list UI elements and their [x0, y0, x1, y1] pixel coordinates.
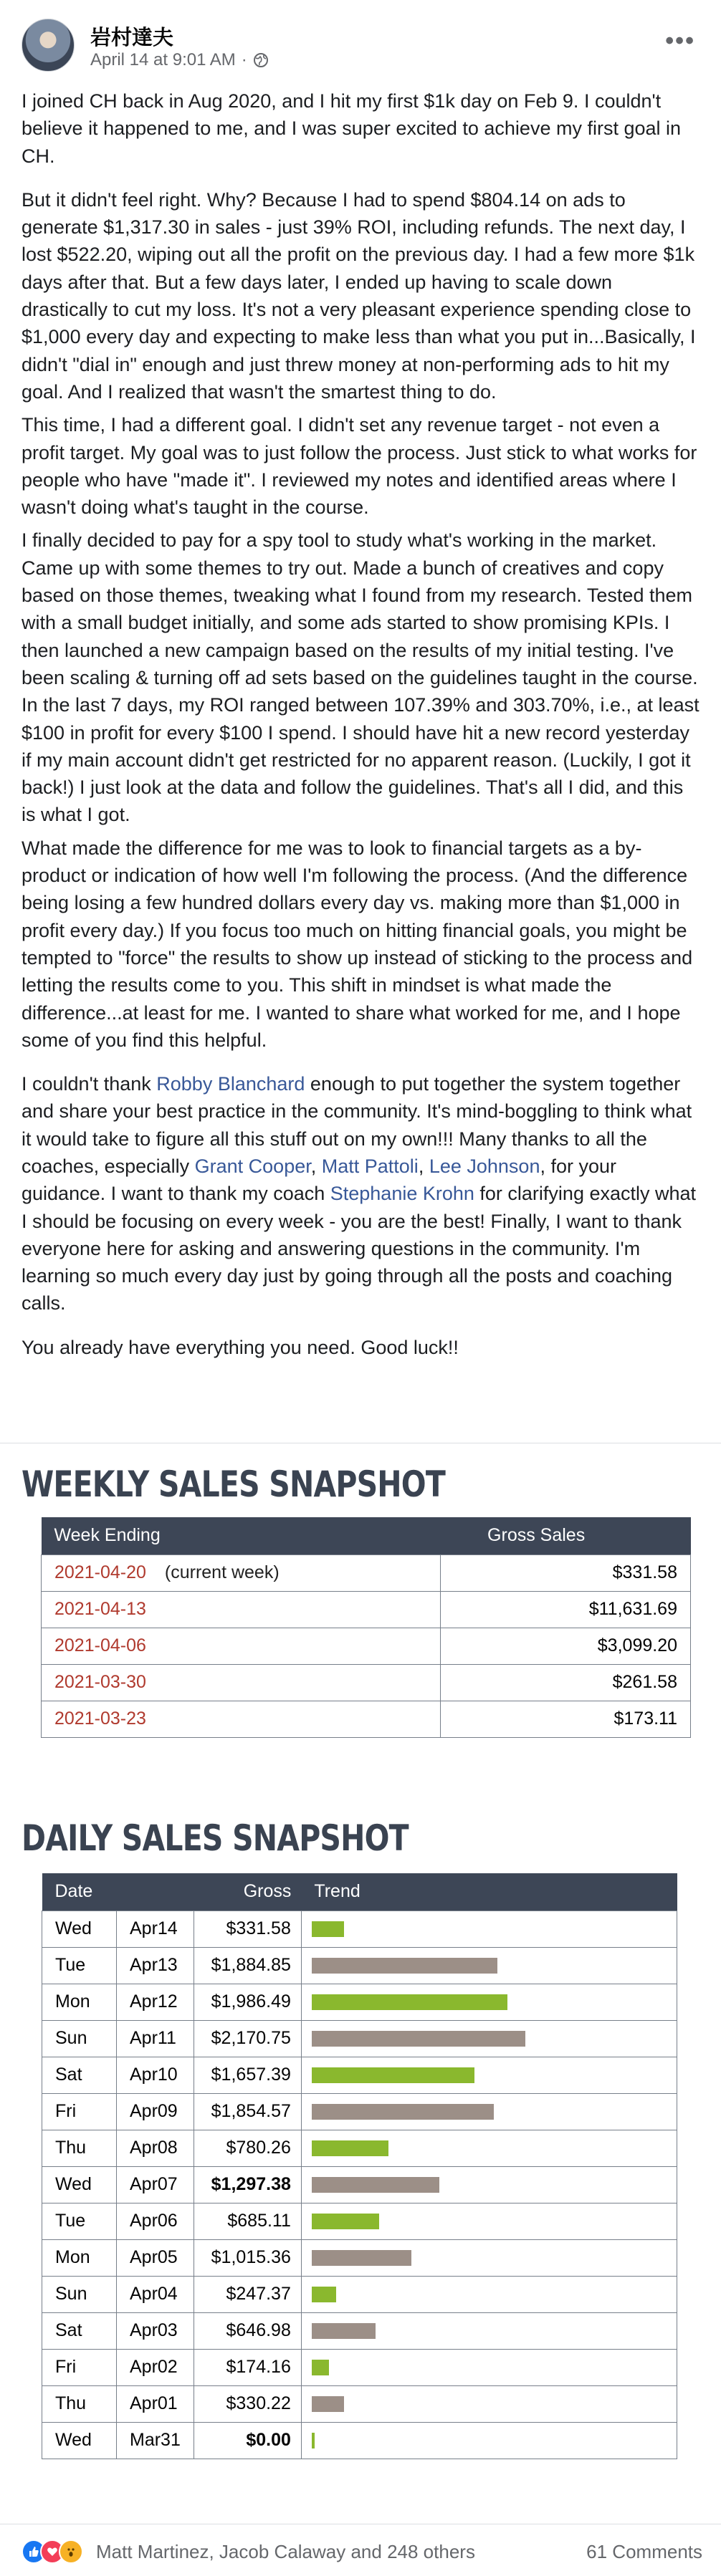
daily-day: Fri — [42, 2093, 117, 2130]
paragraph-5: What made the difference for me was to look to financial targets as a by-product or indication of how well I'm following the process. (And the difference being losing a few hundred dollars every day vs. making more than $1,000 in profit every day.) If you focus too much on hitting financial goals, you might be tempted to "force" the results to show up instead of sticking to the process and letting the results come to you. This shift in mindset is what made the difference...at least for me. I wanted to share what worked for me, and I hope some of you find this helpful. — [22, 837, 693, 1051]
daily-trend-cell — [301, 2020, 677, 2057]
daily-day: Wed — [42, 2422, 117, 2459]
daily-row — [42, 2312, 677, 2349]
daily-date: Apr14 — [117, 1911, 194, 1947]
weekly-row — [42, 1591, 691, 1628]
trend-bar — [312, 2323, 376, 2339]
trend-bar — [312, 1921, 345, 1937]
daily-title: DAILY SALES SNAPSHOT — [22, 1817, 409, 1859]
week-ending-date: 2021-03-23 — [54, 1708, 146, 1729]
trend-bar — [312, 2250, 411, 2266]
post-timestamp[interactable]: April 14 at 9:01 AM — [90, 50, 236, 69]
weekly-cell-date — [42, 1591, 441, 1628]
thanks-text: enough to put together the system together and share your best practice in the community. It's mind-boggling to think what it would take to figure all this stuff out on my own!!! Many thanks to all the coaches, especially — [22, 1073, 692, 1177]
weekly-header-week: Week Ending — [42, 1517, 441, 1554]
trend-bar — [312, 2031, 525, 2047]
daily-trend-cell — [301, 2093, 677, 2130]
weekly-gross-amount: $3,099.20 — [440, 1628, 690, 1664]
daily-row — [42, 2130, 677, 2166]
daily-date: Apr05 — [117, 2239, 194, 2276]
trend-bar — [312, 2104, 495, 2120]
daily-row — [42, 2203, 677, 2239]
daily-date: Apr09 — [117, 2093, 194, 2130]
daily-date: Apr13 — [117, 1947, 194, 1984]
daily-row — [42, 2385, 677, 2422]
weekly-header-row — [42, 1517, 691, 1554]
daily-day: Mon — [42, 1984, 117, 2020]
more-options-icon[interactable]: ••• — [665, 27, 695, 54]
daily-date: Apr07 — [117, 2166, 194, 2203]
weekly-row — [42, 1701, 691, 1737]
daily-day: Wed — [42, 2166, 117, 2203]
trend-bar — [312, 2396, 344, 2412]
daily-date: Apr11 — [117, 2020, 194, 2057]
daily-gross: $247.37 — [194, 2276, 301, 2312]
weekly-row — [42, 1664, 691, 1701]
daily-gross: $0.00 — [194, 2422, 301, 2459]
daily-day: Tue — [42, 2203, 117, 2239]
closing-line: You already have everything you need. Good luck!! — [22, 1336, 459, 1358]
daily-day: Sun — [42, 2020, 117, 2057]
post-header — [22, 13, 702, 77]
daily-row — [42, 2276, 677, 2312]
weekly-cell-date — [42, 1554, 441, 1591]
daily-header-gross: Gross — [194, 1873, 301, 1911]
weekly-row — [42, 1554, 691, 1591]
thanks-text: , — [310, 1155, 322, 1177]
daily-header-date: Date — [42, 1873, 194, 1911]
paragraph-3: This time, I had a different goal. I didn't set any revenue target - not even a profit target. My goal was to just follow the process. Just stick to what works for people who have "made it". I reviewed my notes and identified areas where I wasn't doing what's taught in the course. — [22, 414, 697, 519]
daily-gross: $1,657.39 — [194, 2057, 301, 2093]
weekly-cell-date — [42, 1701, 441, 1737]
trend-bar — [312, 2140, 388, 2156]
daily-row — [42, 2166, 677, 2203]
daily-date: Mar31 — [117, 2422, 194, 2459]
daily-row — [42, 2020, 677, 2057]
daily-gross: $1,884.85 — [194, 1947, 301, 1984]
sales-snapshot-image[interactable] — [0, 1443, 721, 2524]
globe-icon — [253, 52, 269, 68]
daily-sales-table — [42, 1873, 677, 2459]
daily-header-row — [42, 1873, 677, 1911]
trend-bar — [312, 2360, 329, 2375]
daily-row — [42, 1911, 677, 1947]
daily-row — [42, 1947, 677, 1984]
weekly-gross-amount: $261.58 — [440, 1664, 690, 1701]
weekly-header-gross: Gross Sales — [440, 1517, 690, 1554]
mention-grant-cooper[interactable]: Grant Cooper — [194, 1155, 311, 1177]
daily-trend-cell — [301, 2166, 677, 2203]
daily-gross: $1,297.38 — [194, 2166, 301, 2203]
daily-date: Apr08 — [117, 2130, 194, 2166]
trend-bar — [312, 2214, 379, 2229]
daily-row — [42, 2349, 677, 2385]
daily-date: Apr04 — [117, 2276, 194, 2312]
daily-gross: $1,986.49 — [194, 1984, 301, 2020]
daily-trend-cell — [301, 2422, 677, 2459]
trend-bar — [312, 2067, 475, 2083]
daily-day: Sun — [42, 2276, 117, 2312]
trend-bar — [312, 2433, 315, 2448]
mention-lee-johnson[interactable]: Lee Johnson — [429, 1155, 540, 1177]
trend-bar — [312, 1994, 507, 2010]
week-ending-date: 2021-03-30 — [54, 1672, 146, 1692]
paragraph-thanks — [22, 1070, 702, 1317]
daily-trend-cell — [301, 2312, 677, 2349]
daily-row — [42, 2093, 677, 2130]
daily-day: Thu — [42, 2130, 117, 2166]
daily-trend-cell — [301, 1911, 677, 1947]
daily-gross: $685.11 — [194, 2203, 301, 2239]
daily-gross: $1,015.36 — [194, 2239, 301, 2276]
daily-header-trend: Trend — [301, 1873, 677, 1911]
thanks-text: I couldn't thank — [22, 1073, 157, 1095]
daily-row — [42, 2422, 677, 2459]
daily-gross: $330.22 — [194, 2385, 301, 2422]
post-meta — [90, 50, 269, 70]
daily-row — [42, 1984, 677, 2020]
daily-trend-cell — [301, 1984, 677, 2020]
daily-date: Apr10 — [117, 2057, 194, 2093]
daily-gross: $780.26 — [194, 2130, 301, 2166]
mention-matt-pattoli[interactable]: Matt Pattoli — [321, 1155, 419, 1177]
daily-gross: $174.16 — [194, 2349, 301, 2385]
daily-date: Apr06 — [117, 2203, 194, 2239]
daily-day: Sat — [42, 2057, 117, 2093]
weekly-gross-amount: $173.11 — [440, 1701, 690, 1737]
post-footer — [22, 2536, 702, 2567]
reaction-names[interactable]: Matt Martinez, Jacob Calaway and 248 others — [96, 2540, 475, 2562]
weekly-sales-table — [41, 1517, 691, 1738]
trend-bar — [312, 1958, 497, 1974]
daily-day: Thu — [42, 2385, 117, 2422]
daily-row — [42, 2239, 677, 2276]
trend-bar — [312, 2287, 336, 2302]
week-ending-date: 2021-04-13 — [54, 1599, 146, 1619]
daily-trend-cell — [301, 2130, 677, 2166]
weekly-title: WEEKLY SALES SNAPSHOT — [22, 1464, 445, 1505]
daily-gross: $646.98 — [194, 2312, 301, 2349]
meta-separator: · — [241, 50, 247, 69]
daily-date: Apr01 — [117, 2385, 194, 2422]
reaction-icons[interactable] — [22, 2539, 77, 2564]
daily-trend-cell — [301, 2239, 677, 2276]
thanks-text: , — [418, 1155, 429, 1177]
current-week-note: (current week) — [164, 1562, 280, 1582]
daily-trend-cell — [301, 2349, 677, 2385]
thanks-text: for clarifying exactly what I should be focusing on every week - you are the best! Finally, I want to thank everyone here for asking and answering questions in the community. I'm learning so much every day just by going through all the posts and coaching calls. — [22, 1183, 697, 1315]
daily-trend-cell — [301, 1947, 677, 1984]
daily-gross: $2,170.75 — [194, 2020, 301, 2057]
weekly-cell-date — [42, 1664, 441, 1701]
mention-robby-blanchard[interactable]: Robby Blanchard — [156, 1073, 305, 1095]
wow-reaction-icon — [59, 2539, 83, 2564]
week-ending-date: 2021-04-06 — [54, 1635, 146, 1655]
weekly-cell-date — [42, 1628, 441, 1664]
daily-day: Mon — [42, 2239, 117, 2276]
daily-date: Apr12 — [117, 1984, 194, 2020]
paragraph-1: I joined CH back in Aug 2020, and I hit my first $1k day on Feb 9. I couldn't believe it happened to me, and I was super excited to achieve my first goal in CH. — [22, 90, 682, 167]
post-body — [22, 87, 702, 1378]
thanks-text: , for your guidance. I want to thank my coach — [22, 1155, 617, 1205]
daily-trend-cell — [301, 2385, 677, 2422]
weekly-gross-amount: $331.58 — [440, 1554, 690, 1591]
daily-trend-cell — [301, 2276, 677, 2312]
weekly-row — [42, 1628, 691, 1664]
daily-day: Wed — [42, 1911, 117, 1947]
daily-day: Fri — [42, 2349, 117, 2385]
daily-gross: $1,854.57 — [194, 2093, 301, 2130]
avatar[interactable] — [22, 19, 75, 72]
daily-trend-cell — [301, 2057, 677, 2093]
daily-day: Sat — [42, 2312, 117, 2349]
daily-day: Tue — [42, 1947, 117, 1984]
paragraph-2: But it didn't feel right. Why? Because I had to spend $804.14 on ads to generate $1,317.30 in sales - just 39% ROI, including refunds. The next day, I lost $522.20, wiping out all the profit on the previous day. I had a few more $1k days after that. But a few days later, I ended up having to scale down drastically to cut my loss. It's not a very pleasant experience spending close to $1,000 every day and expecting to make less than what you put in...Basically, I didn't "dial in" enough and just threw money at non-performing ads to hit my goal. And I realized that wasn't the smartest thing to do. — [22, 188, 696, 403]
daily-row — [42, 2057, 677, 2093]
paragraph-4: I finally decided to pay for a spy tool to study what's working in the market. Came up with some themes to try out. Made a bunch of creatives and copy based on those themes, tweaking what I found from my research. Tested them with a small budget initially, and some ads started to show promising KPIs. I then launched a new campaign based on the results of my initial testing. I've been scaling & turning off ad sets based on the guidelines taught in the course. In the last 7 days, my ROI ranged between 107.39% and 303.70%, i.e., at least $100 in profit for every $100 I spend. I should have hit a new record yesterday if my main account didn't get restricted for no apparent reason. (Luckily, I got it back!) I just look at the data and follow the guidelines. That's all I did, and this is what I got. — [22, 529, 699, 826]
daily-trend-cell — [301, 2203, 677, 2239]
daily-gross: $331.58 — [194, 1911, 301, 1947]
trend-bar — [312, 2177, 439, 2193]
author-name[interactable]: 岩村達夫 — [90, 27, 174, 49]
comments-count[interactable]: 61 Comments — [586, 2540, 702, 2562]
week-ending-date: 2021-04-20 — [54, 1562, 146, 1582]
daily-date: Apr03 — [117, 2312, 194, 2349]
weekly-gross-amount: $11,631.69 — [440, 1591, 690, 1628]
daily-date: Apr02 — [117, 2349, 194, 2385]
mention-stephanie-krohn[interactable]: Stephanie Krohn — [330, 1183, 474, 1205]
